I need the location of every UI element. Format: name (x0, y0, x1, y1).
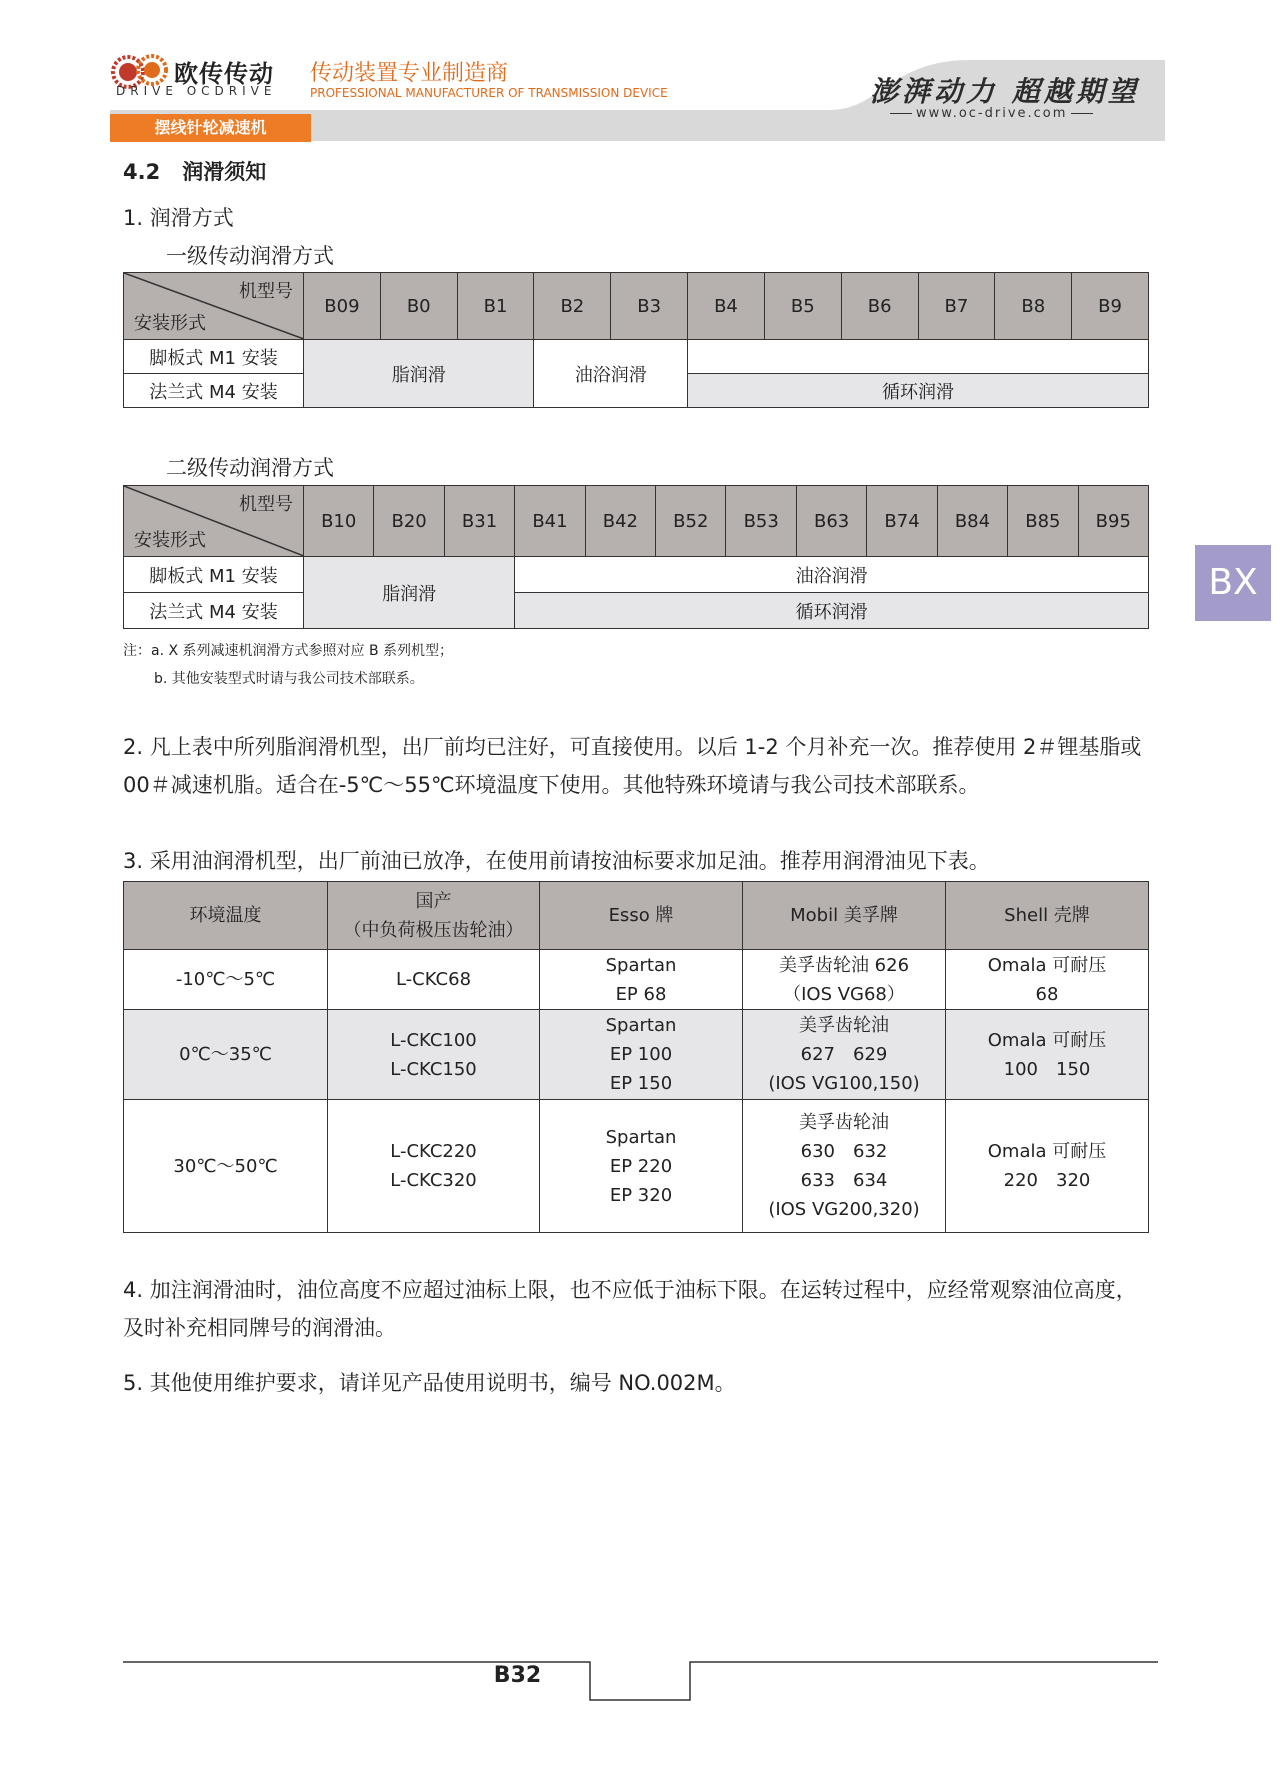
model-header: B53 (726, 486, 796, 557)
header-ambient-temperature: 环境温度 (124, 882, 328, 950)
row-label-flange-mount: 法兰式 M4 安装 (124, 593, 304, 629)
model-header: B9 (1072, 273, 1149, 340)
item-5-paragraph: 5. 其他使用维护要求，请详见产品使用说明书，编号 NO.002M。 (123, 1371, 736, 1395)
mobil-cell (743, 1100, 946, 1233)
item-3-paragraph: 3. 采用油润滑机型，出厂前油已放净，在使用前请按油标要求加足油。推荐用润滑油见下表。 (123, 849, 990, 873)
header-esso: Esso 牌 (540, 882, 743, 950)
company-logo (110, 46, 280, 104)
recommended-oil-table (123, 881, 1149, 1233)
esso-cell (540, 1100, 743, 1233)
model-header: B4 (688, 273, 765, 340)
oil-grade: L-CKC150 (390, 1058, 477, 1080)
oil-grade: 美孚齿轮油 (799, 1112, 889, 1133)
oil-grade: EP 100 (609, 1044, 673, 1065)
oil-grade: EP 150 (609, 1073, 673, 1094)
oil-grade: （IOS VG68） (783, 983, 905, 1005)
model-header: B52 (656, 486, 726, 557)
model-header: B42 (586, 486, 656, 557)
domestic-cell (328, 1100, 540, 1233)
header-domestic (328, 882, 540, 950)
series-side-tab[interactable]: BX (1195, 545, 1271, 621)
oil-grade: 220 320 (1003, 1170, 1091, 1191)
model-header: B2 (534, 273, 611, 340)
domestic-cell (328, 950, 540, 1010)
model-header: B95 (1079, 486, 1149, 557)
note-a: 注：a. X 系列减速机润滑方式参照对应 B 系列机型； (123, 643, 454, 659)
domestic-cell (328, 1010, 540, 1100)
esso-cell (540, 1010, 743, 1100)
temp-cell: 0℃～35℃ (124, 1010, 328, 1100)
oil-grade: Spartan (605, 1126, 677, 1148)
note-b: b. 其他安装型式时请与我公司技术部联系。 (154, 671, 424, 687)
item-2-paragraph: 2. 凡上表中所列脂润滑机型，出厂前均已注好，可直接使用。以后 1-2 个月补充一次。推荐使用 2＃锂基脂或 00＃减速机脂。适合在-5℃～55℃环境温度下使用。其他特殊环境请与我公司技术部联系。 (123, 735, 1142, 797)
model-header: B10 (304, 486, 374, 557)
model-header: B3 (611, 273, 688, 340)
model-header: B74 (867, 486, 937, 557)
oil-grade: 美孚齿轮油 626 (778, 954, 910, 976)
model-header: B20 (374, 486, 444, 557)
shell-cell (946, 950, 1149, 1010)
item-4-paragraph: 4. 加注润滑油时，油位高度不应超过油标上限，也不应低于油标下限。在运转过程中，应经常观察油位高度，及时补充相同牌号的润滑油。 (123, 1278, 1137, 1340)
shell-cell (946, 1010, 1149, 1100)
model-header: B31 (445, 486, 515, 557)
oil-bath-lubrication-cell: 油浴润滑 (515, 557, 1149, 593)
website-url: www.oc-drive.com (886, 106, 1097, 121)
esso-cell (540, 950, 743, 1010)
model-header: B84 (938, 486, 1008, 557)
tagline-english: PROFESSIONAL MANUFACTURER OF TRANSMISSION DEVICE (310, 86, 668, 100)
shell-cell (946, 1100, 1149, 1233)
single-stage-lubrication-table (123, 272, 1149, 408)
page-number: B32 (493, 1663, 542, 1688)
header-domestic-subtitle: （中负荷极压齿轮油） (343, 919, 524, 941)
header-shell: Shell 壳牌 (946, 882, 1149, 950)
double-stage-lubrication-table (123, 485, 1149, 629)
oil-grade: EP 320 (609, 1184, 673, 1206)
oil-grade: (IOS VG100,150) (768, 1073, 920, 1094)
section-title (123, 156, 288, 186)
model-header: B7 (919, 273, 996, 340)
grease-lubrication-cell: 脂润滑 (304, 557, 515, 629)
oil-grade: L-CKC100 (390, 1029, 477, 1051)
section-number: 4.2 (123, 160, 161, 184)
oil-bath-lubrication-cell: 油浴润滑 (534, 340, 688, 408)
model-header: B85 (1008, 486, 1078, 557)
model-header: B6 (842, 273, 919, 340)
oil-grade: Spartan (605, 1015, 677, 1036)
oil-grade: Omala 可耐压 (987, 1141, 1107, 1162)
grease-lubrication-cell: 脂润滑 (304, 340, 534, 408)
circulation-lubrication-cell: 循环润滑 (515, 593, 1149, 629)
model-header: B5 (765, 273, 842, 340)
circulation-lubrication-cell: 循环润滑 (688, 374, 1149, 408)
corner-model-label: 机型号 (239, 281, 293, 302)
slogan: 澎湃动力 超越期望 (870, 75, 1140, 108)
header-mobil: Mobil 美孚牌 (743, 882, 946, 950)
header-domestic-label: 国产 (415, 890, 452, 912)
table-corner-header (124, 486, 304, 557)
mobil-cell (743, 950, 946, 1010)
table-2-caption: 二级传动润滑方式 (166, 456, 334, 480)
logo-chinese-name: 欧传传动 (174, 60, 274, 88)
corner-model-label: 机型号 (239, 494, 293, 515)
oil-grade: 630 632 (800, 1141, 888, 1162)
row-label-foot-mount: 脚板式 M1 安装 (124, 340, 304, 374)
tagline-chinese: 传动装置专业制造商 (310, 61, 509, 86)
oil-grade: L-CKC220 (390, 1141, 477, 1162)
model-header: B1 (458, 273, 535, 340)
oil-grade: Spartan (605, 954, 677, 976)
mobil-cell (743, 1010, 946, 1100)
empty-cell (688, 340, 1149, 374)
oil-grade: EP 220 (609, 1155, 673, 1177)
oil-grade: L-CKC68 (395, 969, 472, 990)
table-corner-header (124, 273, 304, 340)
corner-mount-label: 安装形式 (134, 313, 206, 334)
model-header: B09 (304, 273, 381, 340)
oil-grade: 100 150 (1003, 1058, 1091, 1080)
category-tab: 摆线针轮减速机 (110, 114, 311, 142)
model-header: B0 (381, 273, 458, 340)
logo-english-name: DRIVE OCDRIVE (116, 84, 277, 98)
oil-grade: 627 629 (800, 1044, 888, 1065)
oil-grade: 633 634 (800, 1170, 888, 1191)
row-label-flange-mount: 法兰式 M4 安装 (124, 374, 304, 408)
oil-grade: (IOS VG200,320) (768, 1199, 920, 1220)
model-header: B41 (515, 486, 585, 557)
row-label-foot-mount: 脚板式 M1 安装 (124, 557, 304, 593)
oil-grade: EP 68 (615, 983, 667, 1005)
corner-mount-label: 安装形式 (134, 530, 206, 551)
model-header: B8 (995, 273, 1072, 340)
table-1-caption: 一级传动润滑方式 (166, 244, 334, 268)
oil-grade: Omala 可耐压 (987, 1029, 1107, 1051)
item-1-title: 1. 润滑方式 (123, 206, 234, 230)
oil-grade: Omala 可耐压 (987, 954, 1107, 976)
temp-cell: 30℃～50℃ (124, 1100, 328, 1233)
temp-cell: -10℃～5℃ (124, 950, 328, 1010)
oil-grade: 68 (1035, 983, 1059, 1005)
oil-grade: L-CKC320 (390, 1170, 477, 1191)
oil-grade: 美孚齿轮油 (799, 1015, 889, 1036)
section-heading: 润滑须知 (182, 160, 267, 184)
model-header: B63 (797, 486, 867, 557)
